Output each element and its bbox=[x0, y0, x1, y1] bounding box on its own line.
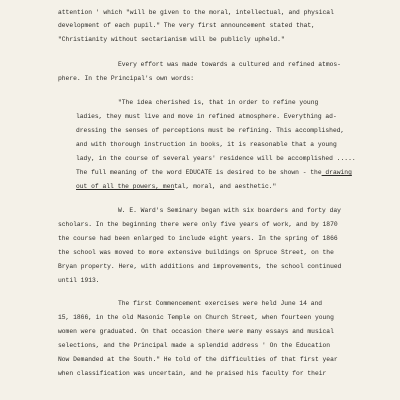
text-line: development of each pupil." The very first announcement stated that, bbox=[58, 22, 315, 29]
text-line: dressing the senses of perceptions must be refining. This accomplished, bbox=[76, 127, 345, 134]
text-line: scholars. In the beginning there were only five years of work, and by 1870 bbox=[58, 221, 338, 228]
text-line: W. E. Ward's Seminary began with six boarders and forty day bbox=[118, 207, 341, 214]
text-line: out of all the powers, mental, moral, and aesthetic." bbox=[76, 183, 277, 190]
text-line: until 1913. bbox=[58, 277, 100, 284]
text-line: Now Demanded at the South." He told of the difficulties of that first year bbox=[58, 356, 338, 363]
text-line: when classification was uncertain, and he praised his faculty for their bbox=[58, 370, 327, 377]
underlined-phrase: drawing bbox=[321, 169, 352, 176]
text-line: ladies, they must live and move in refined atmosphere. Everything ad- bbox=[76, 113, 337, 120]
text-line: and with thorough instruction in books, it is reasonable that a young bbox=[76, 141, 337, 148]
text-line: the school was moved to more extensive buildings on Spruce Street, on the bbox=[58, 249, 334, 256]
text-line: attention ' which "will be given to the moral, intellectual, and physical bbox=[58, 9, 334, 16]
text-line: phere. In the Principal's own words: bbox=[58, 75, 195, 82]
text-line: 15, 1866, in the old Masonic Temple on Church Street, when fourteen young bbox=[58, 314, 334, 321]
text-line: "The idea cherished is, that in order to refine young bbox=[118, 99, 319, 106]
text-line: lady, in the course of several years' residence will be accomplished ..... bbox=[76, 155, 356, 162]
text-line: selections, and the Principal made a splendid address ' On the Education bbox=[58, 342, 331, 349]
underlined-phrase: out of all the powers, men bbox=[76, 183, 175, 190]
text-line: The full meaning of the word EDUCATE is desired to be shown - the drawing bbox=[76, 169, 352, 176]
text-line: Every effort was made towards a cultured and refined atmos- bbox=[118, 61, 341, 68]
text-line: Bryan property. Here, with additions and improvements, the school continued bbox=[58, 263, 342, 270]
text-line: women were graduated. On that occasion there were many essays and musical bbox=[58, 328, 334, 335]
text-line: The first Commencement exercises were held June 14 and bbox=[118, 300, 323, 307]
text-line: the course had been enlarged to include eight years. In the spring of 1866 bbox=[58, 235, 338, 242]
text-line: "Christianity without sectarianism will be publicly upheld." bbox=[58, 36, 285, 43]
